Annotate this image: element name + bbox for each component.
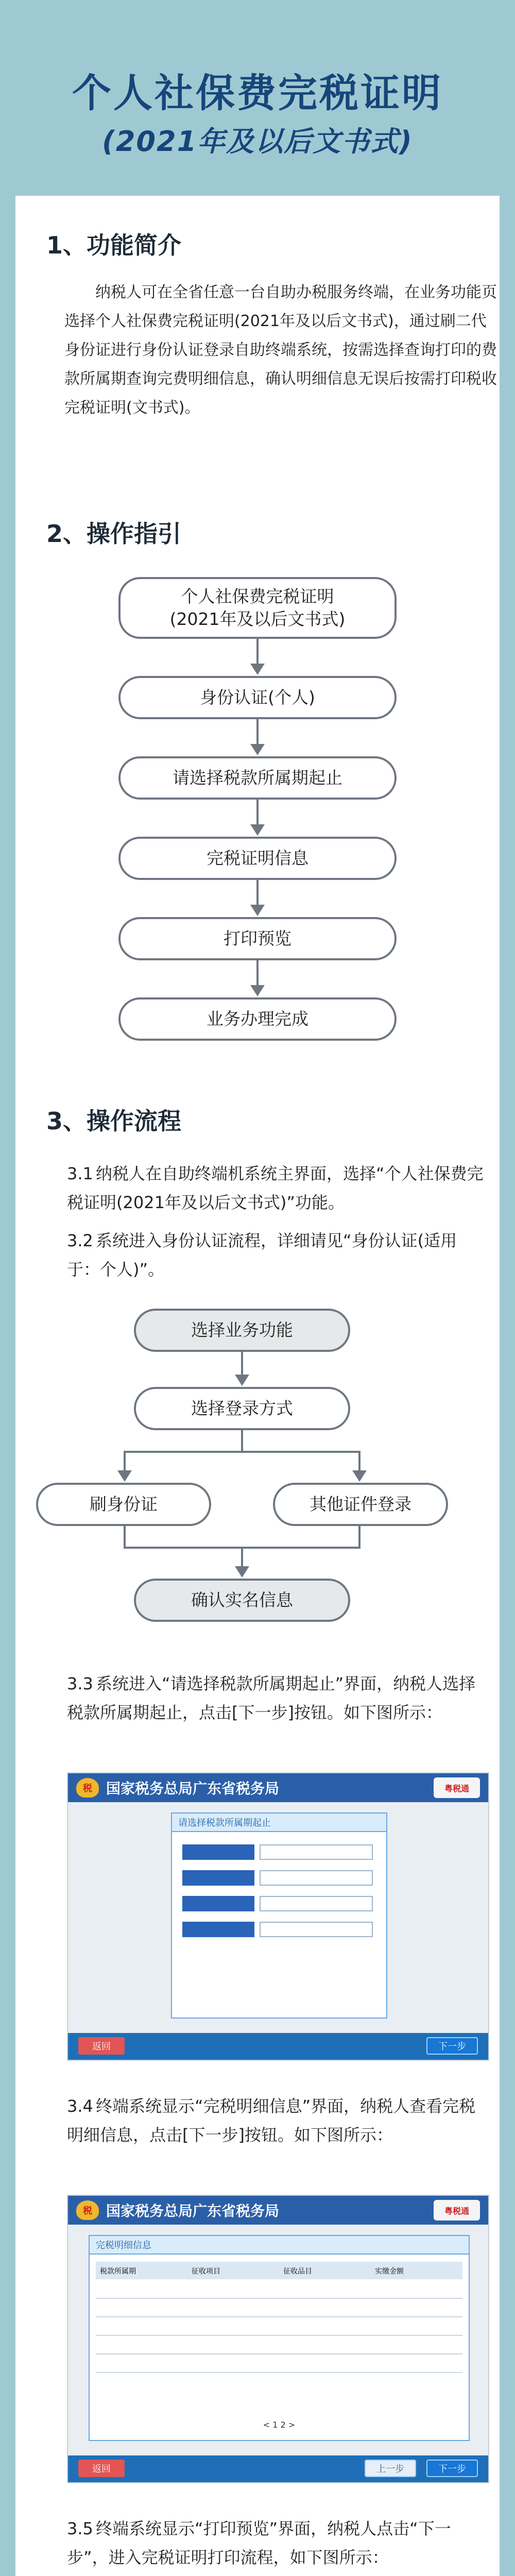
step-3-4 <box>67 2092 489 2149</box>
auth-confirm-name: 确认实名信息 <box>134 1579 350 1622</box>
step-number: 3.2 <box>67 1231 93 1250</box>
step-number: 3.1 <box>67 1164 93 1183</box>
screen-footer <box>68 2455 488 2482</box>
step-text: 终端系统显示“打印预览”界面，纳税人点击“下一步”，进入完税证明打印流程，如下图所示： <box>67 2519 451 2567</box>
table-row[interactable] <box>96 2353 462 2354</box>
guide-step-4: 完税证明信息 <box>118 837 397 880</box>
auth-other-id: 其他证件登录 <box>273 1483 448 1526</box>
back-button[interactable]: 返回 <box>78 2460 125 2477</box>
guide-step-6: 业务办理完成 <box>118 997 397 1041</box>
filter-input-2[interactable] <box>260 1922 373 1937</box>
panel-title: 完税明细信息 <box>90 2236 469 2255</box>
step-number: 3.4 <box>67 2096 93 2116</box>
guide-step-1: 个人社保费完税证明 (2021年及以后文书式) <box>118 577 397 639</box>
step-number: 3.3 <box>67 1674 93 1693</box>
prev-button[interactable]: 上一步 <box>365 2460 416 2477</box>
screen-header <box>68 2196 488 2225</box>
table-header <box>96 2262 462 2279</box>
column-header: 实缴金额 <box>375 2267 404 2276</box>
table-row[interactable] <box>96 2372 462 2373</box>
period-start-input[interactable] <box>260 1844 373 1860</box>
step-text: 纳税人在自助终端机系统主界面，选择“个人社保费完税证明(2021年及以后文书式)”功能。 <box>67 1164 484 1212</box>
back-button[interactable]: 返回 <box>78 2037 125 2055</box>
section-heading-process: 3、操作流程 <box>46 1107 182 1135</box>
table-row[interactable] <box>96 2316 462 2317</box>
section-heading-guide: 2、操作指引 <box>46 520 182 548</box>
filter-input[interactable] <box>260 1896 373 1911</box>
screen-header <box>68 1773 488 1802</box>
org-name: 国家税务总局广东省税务局 <box>106 1780 280 1797</box>
next-button[interactable]: 下一步 <box>426 2460 478 2477</box>
auth-select-function: 选择业务功能 <box>134 1309 350 1352</box>
table-row[interactable] <box>96 2335 462 2336</box>
panel-title: 请选择税款所属期起止 <box>172 1814 386 1832</box>
step-number: 3.5 <box>67 2519 93 2538</box>
period-end-input[interactable] <box>260 1870 373 1886</box>
sub-title: (2021年及以后文书式) <box>102 125 413 158</box>
guide-step-5: 打印预览 <box>118 917 397 960</box>
screen-body <box>68 2225 488 2455</box>
step-text: 系统进入“请选择税款所属期起止”界面，纳税人选择税款所属期起止，点击[下一步]按钮。如下图所示： <box>67 1674 476 1722</box>
content-card <box>15 196 500 2576</box>
screenshot-period-select <box>67 1772 489 2061</box>
brand-logo-icon: 粤税通 <box>434 2200 480 2221</box>
tax-emblem-icon: 税 <box>76 1778 99 1798</box>
step-3-3 <box>67 1669 489 1727</box>
section-heading-intro: 1、功能简介 <box>46 231 182 259</box>
screen-body <box>68 1802 488 2033</box>
screenshot-tax-details <box>67 2195 489 2483</box>
step-text: 终端系统显示“完税明细信息”界面，纳税人查看完税明细信息，点击[下一步]按钮。如下图所示： <box>67 2096 476 2145</box>
guide-step-2: 身份认证(个人) <box>118 676 397 719</box>
step-3-2 <box>67 1226 489 1284</box>
step-3-1 <box>67 1159 489 1217</box>
column-header: 征收项目 <box>192 2267 220 2276</box>
column-header: 征收品目 <box>283 2267 312 2276</box>
details-panel <box>89 2235 470 2441</box>
next-button[interactable]: 下一步 <box>426 2037 478 2055</box>
step-3-5 <box>67 2514 489 2572</box>
step-text: 系统进入身份认证流程，详细请见“身份认证(适用于：个人)”。 <box>67 1231 457 1279</box>
period-panel <box>171 1812 387 2019</box>
guide-step-3: 请选择税款所属期起止 <box>118 756 397 800</box>
auth-select-login: 选择登录方式 <box>134 1387 350 1430</box>
screen-footer <box>68 2033 488 2060</box>
org-name: 国家税务总局广东省税务局 <box>106 2202 280 2219</box>
tax-emblem-icon: 税 <box>76 2200 99 2220</box>
table-row[interactable] <box>96 2298 462 2299</box>
pagination[interactable]: < 1 2 > <box>263 2420 296 2430</box>
column-header: 税款所属期 <box>100 2267 136 2276</box>
auth-swipe-id: 刷身份证 <box>36 1483 211 1526</box>
intro-paragraph: 纳税人可在全省任意一台自助办税服务终端，在业务功能页选择个人社保费完税证明(2021年及以后文书式)，通过刷二代身份证进行身份认证登录自助终端系统，按需选择查询打印的费款所属期查询完费明细信息，确认明细信息无误后按需打印税收完税证明(文书式)。 <box>64 283 497 417</box>
main-title: 个人社保费完税证明 <box>72 70 443 116</box>
brand-logo-icon: 粤税通 <box>434 1777 480 1798</box>
